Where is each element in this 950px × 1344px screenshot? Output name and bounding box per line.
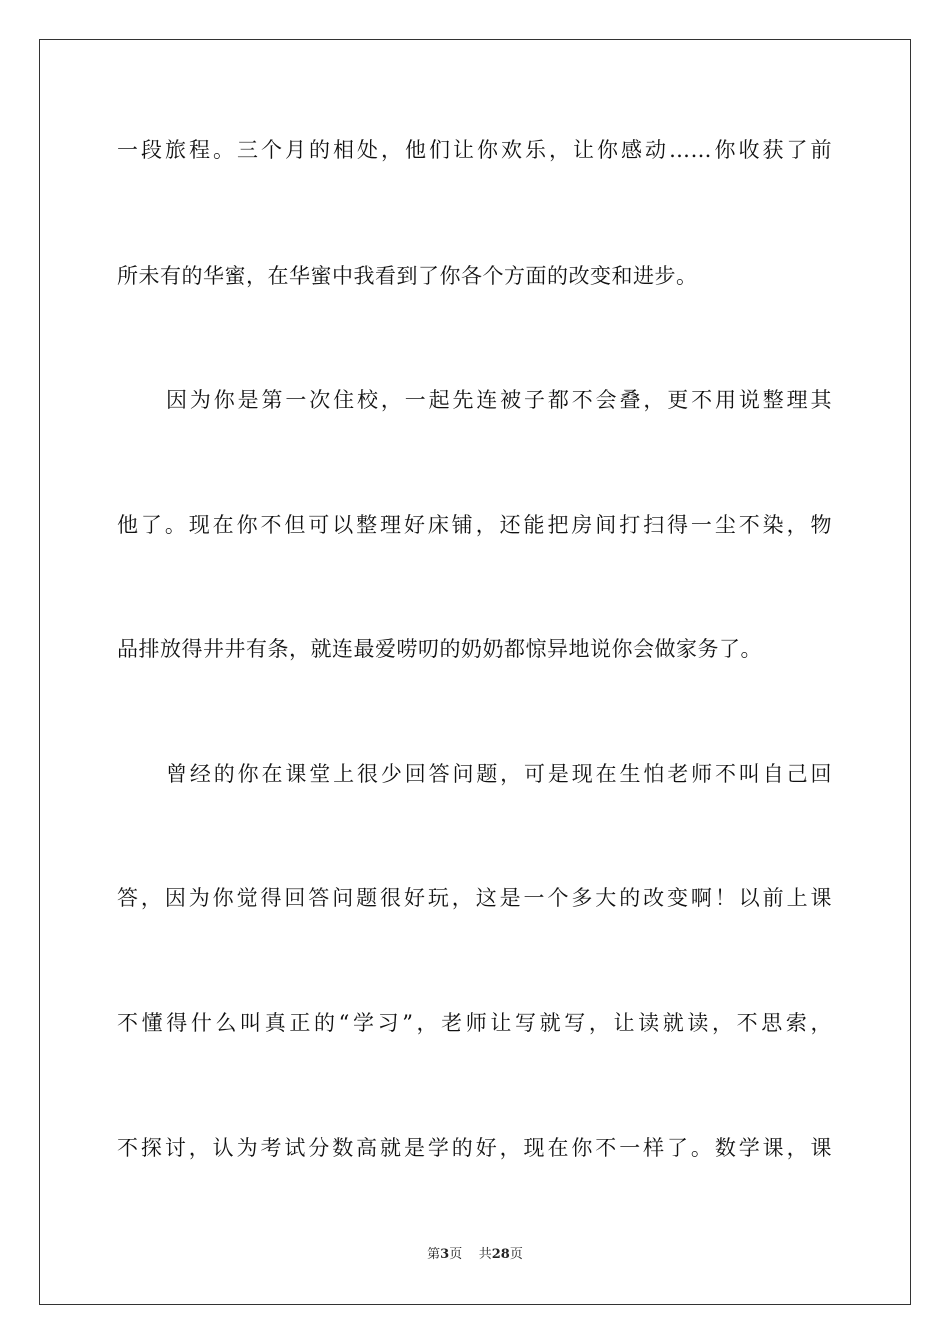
page-border (39, 39, 911, 1305)
page-prefix: 第 (427, 1247, 441, 1262)
total-pages: 28 (491, 1247, 510, 1262)
text-line: 一段旅程。三个月的相处，他们让你欢乐，让你感动……你收获了前 (117, 138, 832, 162)
paragraph-start-line: 曾经的你在课堂上很少回答问题，可是现在生怕老师不叫自己回 (166, 762, 832, 786)
page-suffix: 页 (449, 1247, 463, 1262)
text-line: 他了。现在你不但可以整理好床铺，还能把房间打扫得一尘不染，物 (117, 513, 832, 537)
text-line: 不懂得什么叫真正的“学习”，老师让写就写，让读就读，不思索， (117, 1011, 832, 1035)
page-number: 3 (440, 1247, 450, 1262)
text-line: 品排放得井井有条，就连最爱唠叨的奶奶都惊异地说你会做家务了。 (117, 637, 762, 661)
paragraph-start-line: 因为你是第一次住校，一起先连被子都不会叠，更不用说整理其 (166, 388, 832, 412)
page-footer (0, 1246, 950, 1264)
text-line: 所未有的华蜜，在华蜜中我看到了你各个方面的改变和进步。 (117, 264, 698, 288)
total-suffix: 页 (509, 1247, 523, 1262)
text-line: 不探讨，认为考试分数高就是学的好，现在你不一样了。数学课，课 (117, 1136, 832, 1160)
text-line: 答，因为你觉得回答问题很好玩，这是一个多大的改变啊！以前上课 (117, 886, 832, 910)
total-prefix: 共 (478, 1247, 492, 1262)
